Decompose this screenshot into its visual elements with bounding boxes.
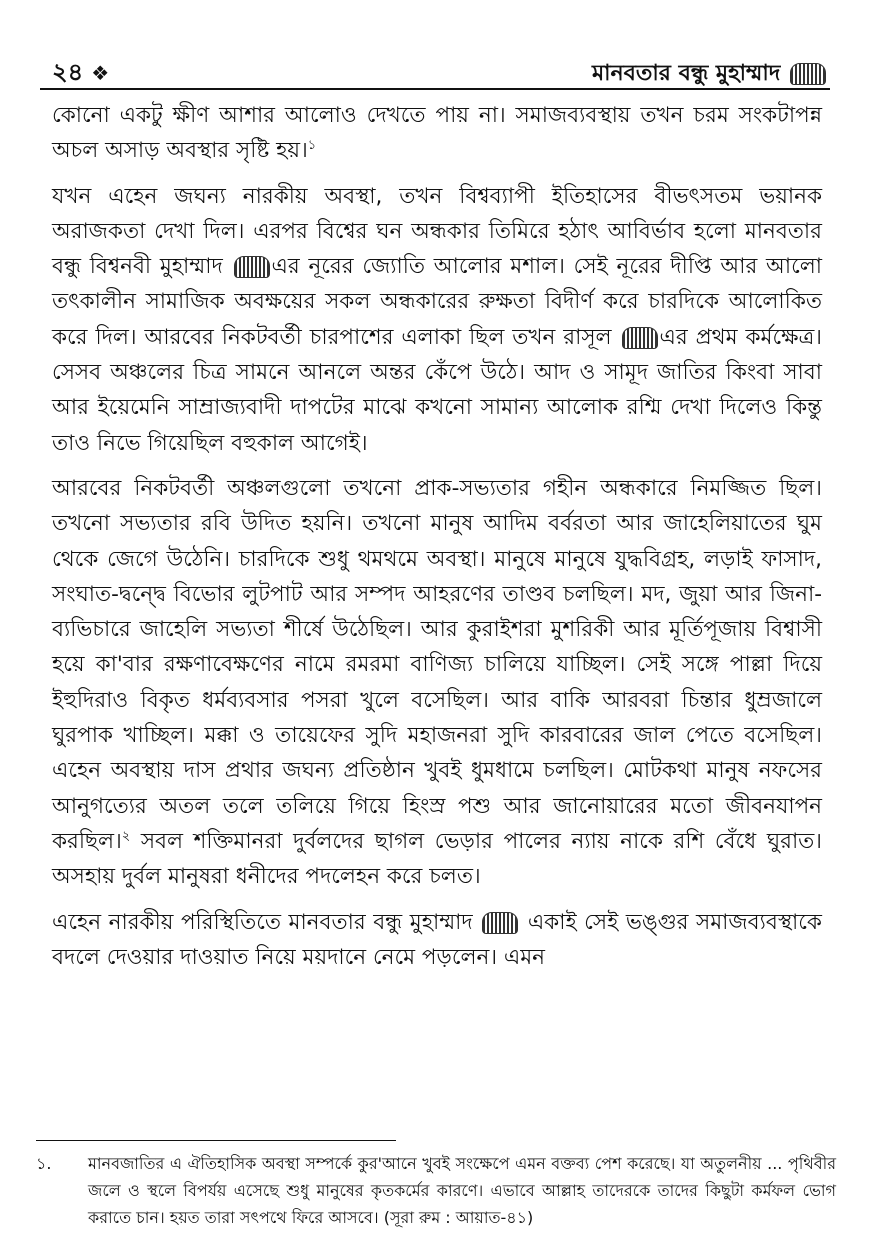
page-number — [52, 54, 109, 94]
page-number-text: ২৪ — [52, 58, 84, 86]
footnote-number: ১. — [36, 1154, 52, 1173]
footnote-1 — [36, 1150, 836, 1231]
paragraph-3-text-b: সবল শক্তিমানরা দুর্বলদের ছাগল ভেড়ার পালের ন্যায় নাকে রশি বেঁধে ঘুরাত। অসহায় দুর্বল মানুষরা ধনীদের পদলেহন করে চলত। — [52, 828, 822, 890]
ornament-icon: ❖ — [91, 61, 110, 85]
paragraph-4 — [52, 905, 822, 976]
salawat-icon — [482, 912, 518, 934]
paragraph-1 — [52, 98, 822, 169]
footnote-divider — [36, 1140, 396, 1141]
salawat-icon — [234, 256, 270, 278]
paragraph-2 — [52, 179, 822, 461]
footnote-text: মানবজাতির এ ঐতিহাসিক অবস্থা সম্পর্কে কুর'আনে খুবই সংক্ষেপে এমন বক্তব্য পেশ করেছে। যা অতুলনীয় ... পৃথিবীর জলে ও স্থলে বিপর্যয় এসেছে শুধু মানুষের কৃতকর্মের কারণে। এভাবে আল্লাহ তাদেরকে তাদের কিছুটা কর্মফল ভোগ করাতে চান। হয়ত তারা সৎপথে ফিরে আসবে। (সূরা রুম : আয়াত-৪১) — [88, 1154, 836, 1227]
paragraph-4-text-b: একাই সেই ভঙ্গুর সমাজব্যবস্থাকে বদলে দেওয়ার দাওয়াত নিয়ে ময়দানে নেমে পড়লেন। এমন — [52, 909, 822, 970]
footnote-ref-1[interactable]: ১ — [307, 138, 317, 154]
main-text — [52, 98, 822, 985]
paragraph-2-text-b: এর নূরের জ্যোতি আলোর মশাল। সেই নূরের দীপ্তি আর আলো তৎকালীন সামাজিক অবক্ষয়ের সকল অন্ধকারের রুক্ষতা বিদীর্ণ করে চারদিকে আলোকিত করে দিল। আরবের নিকটবর্তী চারপাশের এলাকা ছিল তখন রাসূল — [52, 254, 822, 350]
salawat-icon — [790, 63, 826, 85]
running-title — [592, 56, 828, 93]
paragraph-4-text-a: এহেন নারকীয় পরিস্থিতিতে মানবতার বন্ধু মুহাম্মাদ — [52, 909, 473, 935]
paragraph-2-text-a: যখন এহেন জঘন্য নারকীয় অবস্থা, তখন বিশ্বব্যাপী ইতিহাসের বীভৎসতম ভয়ানক অরাজকতা দেখা দিল। এরপর বিশ্বের ঘন অন্ধকার তিমিরে হঠাৎ আবির্ভাব হলো মানবতার বন্ধু বিশ্বনবী মুহাম্মাদ — [52, 183, 822, 280]
paragraph-3-text-a: আরবের নিকটবর্তী অঞ্চলগুলো তখনো প্রাক-সভ্যতার গহীন অন্ধকারে নিমজ্জিত ছিল। তখনো সভ্যতার রবি উদিত হয়নি। তখনো মানুষ আদিম বর্বরতা আর জাহেলিয়াতের ঘুম থেকে জেগে উঠেনি। চারদিকে শুধু থমথমে অবস্থা। মানুষে মানুষে যুদ্ধবিগ্রহ, লড়াই ফাসাদ, সংঘাত-দ্বন্দ্বে বিভোর লুটপাট আর সম্পদ আহরণের তাণ্ডব চলছিল। মদ, জুয়া আর জিনা-ব্যভিচারে জাহেলি সভ্যতা শীর্ষে উঠেছিল। আর কুরাইশরা মুশরিকী আর মূর্তিপূজায় বিশ্বাসী হয়ে কা'বার রক্ষণাবেক্ষণের নামে রমরমা বাণিজ্য চালিয়ে যাচ্ছিল। সেই সঙ্গে পাল্লা দিয়ে ইহুদিরাও বিকৃত ধর্মব্যবসার পসরা খুলে বসেছিল। আর বাকি আরবরা চিন্তার ধুম্রজালে ঘুরপাক খাচ্ছিল। মক্কা ও তায়েফের সুদি মহাজনরা সুদি কারবারের জাল পেতে বসেছিল। এহেন অবস্থায় দাস প্রথার জঘন্য প্রতিষ্ঠান খুবই ধুমধামে চলছিল। মোটকথা মানুষ নফসের আনুগত্যের অতল তলে তলিয়ে গিয়ে হিংস্র পশু আর জানোয়ারের মতো জীবনযাপন করছিল। — [52, 475, 822, 854]
salawat-icon — [622, 327, 658, 349]
paragraph-2-text-c: এর প্রথম কর্মক্ষেত্র। সেসব অঞ্চলের চিত্র সামনে আনলে অন্তর কেঁপে উঠে। আদ ও সামূদ জাতির কিংবা সাবা আর ইয়েমেনি সাম্রাজ্যবাদী দাপটের মাঝে কখনো সামান্য আলোক রশ্মি দেখা দিলেও কিন্তু তাও নিভে গিয়েছিল বহুকাল আগেই। — [52, 324, 822, 456]
footnote-ref-2[interactable]: ২ — [121, 828, 131, 844]
page-header — [40, 52, 830, 90]
running-title-text: মানবতার বন্ধু মুহাম্মাদ — [591, 61, 781, 86]
paragraph-1-text: কোনো একটু ক্ষীণ আশার আলোও দেখতে পায় না। সমাজব্যবস্থায় তখন চরম সংকটাপন্ন অচল অসাড় অবস্থার সৃষ্টি হয়। — [52, 103, 822, 164]
paragraph-3 — [52, 471, 822, 895]
